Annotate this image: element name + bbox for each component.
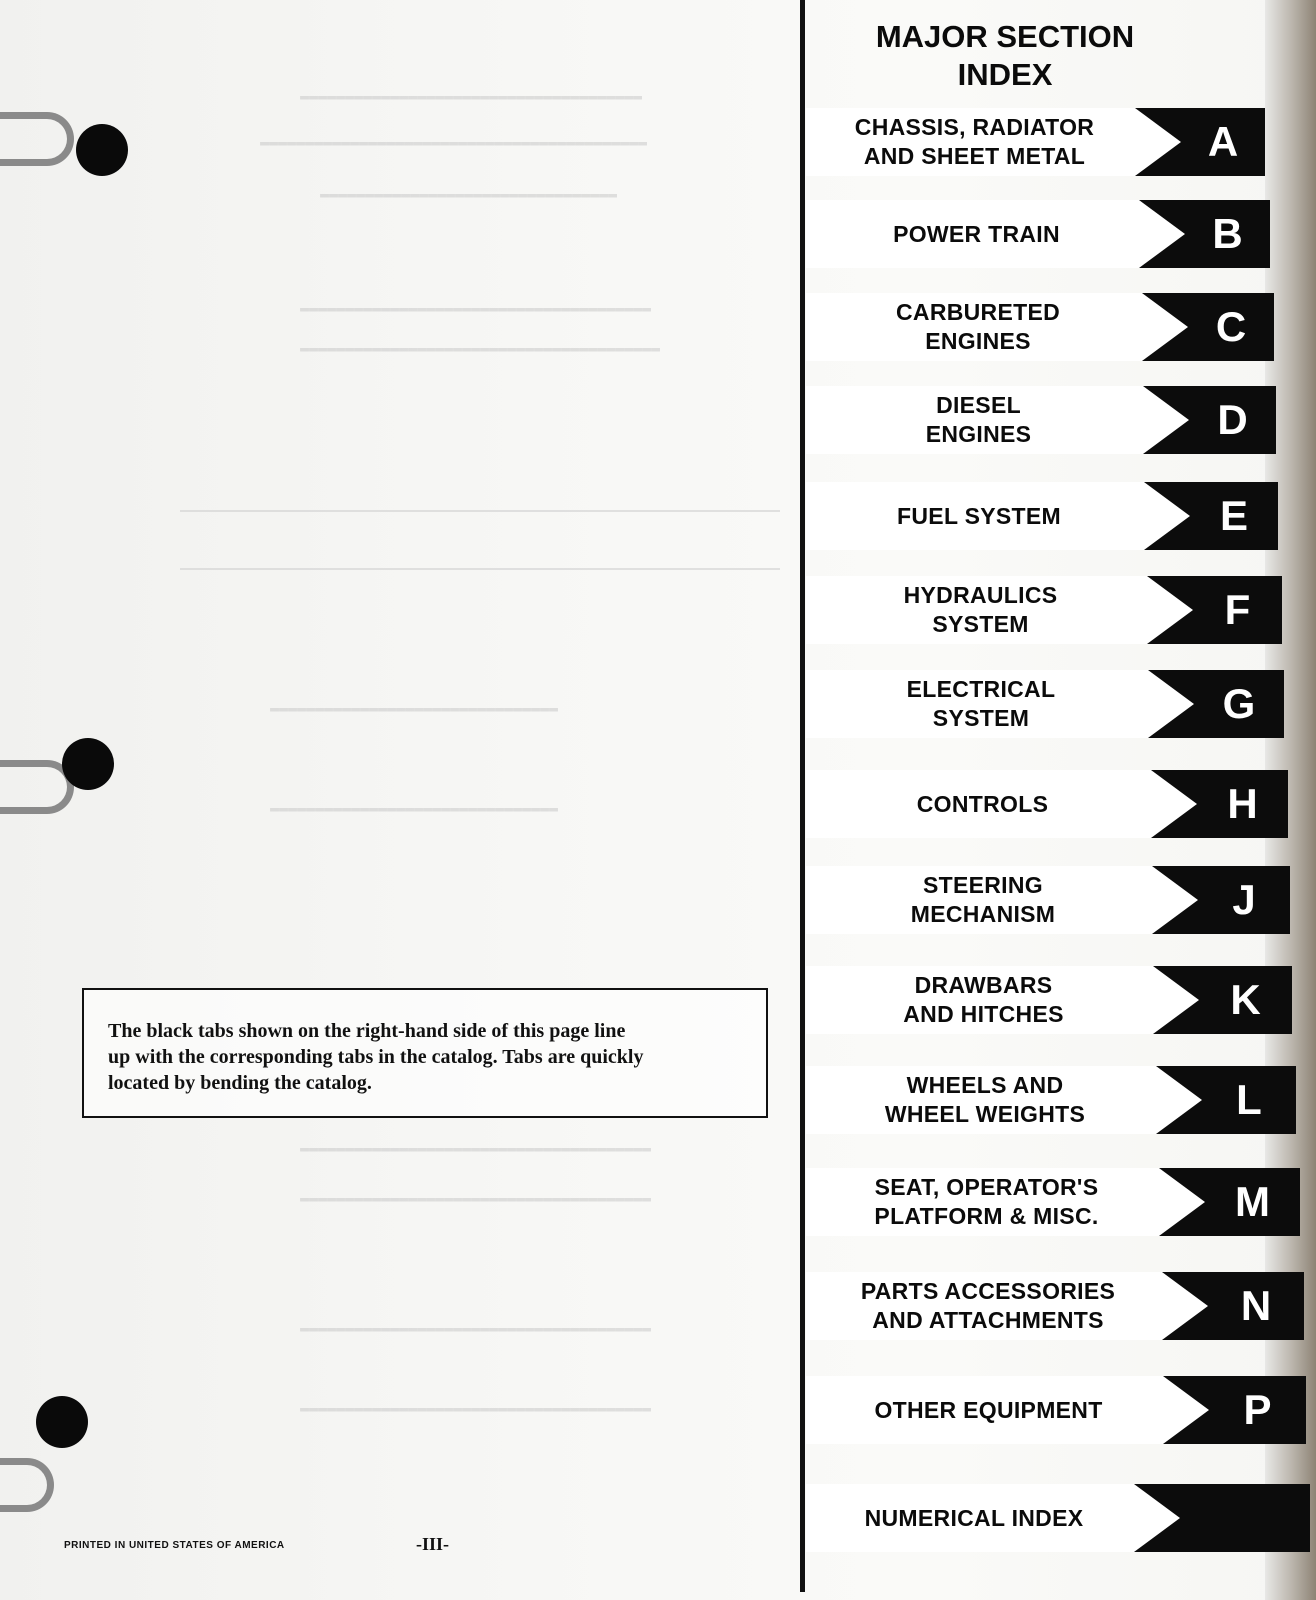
section-tab-e[interactable]	[806, 482, 1278, 550]
tab-label-line-2: PLATFORM & MISC.	[874, 1203, 1099, 1229]
tab-label	[814, 866, 1152, 934]
bleed-through-rule	[180, 510, 780, 513]
tab-label-line-2: AND SHEET METAL	[863, 143, 1086, 169]
binder-hole	[62, 738, 114, 790]
index-title-line-2: INDEX	[957, 57, 1053, 92]
index-title-line-1: MAJOR SECTION	[875, 19, 1135, 54]
tab-letter: A	[1207, 118, 1239, 165]
tab-label-line-2: SYSTEM	[932, 611, 1029, 637]
binder-ring	[0, 1458, 54, 1512]
tab-letter: K	[1230, 976, 1261, 1023]
tab-label	[814, 108, 1135, 176]
tab-label-line-2: ENGINES	[925, 328, 1031, 354]
tab-label	[814, 1484, 1134, 1552]
tab-label-line-1: CHASSIS, RADIATOR	[854, 114, 1095, 140]
section-tab-m[interactable]	[806, 1168, 1300, 1236]
tab-label-line-1: DRAWBARS	[914, 972, 1053, 998]
bleed-through-text: ▬▬▬▬▬▬▬▬▬▬▬▬▬▬▬▬▬▬▬▬▬▬▬▬▬▬▬▬▬▬▬▬▬▬▬▬▬▬▬	[300, 300, 652, 317]
tab-letter: B	[1212, 210, 1243, 257]
tab-label-line-1: OTHER EQUIPMENT	[874, 1396, 1103, 1423]
tab-label-line-1: ELECTRICAL	[906, 676, 1056, 702]
tab-label	[814, 770, 1151, 838]
tab-letter: J	[1232, 876, 1256, 923]
note-line-1: The black tabs shown on the right-hand side of this page line	[108, 1020, 626, 1042]
tab-letter: E	[1219, 492, 1248, 539]
section-tab-k[interactable]	[806, 966, 1292, 1034]
tab-label-line-1: SEAT, OPERATOR'S	[874, 1174, 1099, 1200]
tab-label	[814, 482, 1144, 550]
bleed-through-text: ▬▬▬▬▬▬▬▬▬▬▬▬▬▬▬▬▬▬▬▬▬▬▬▬▬▬▬▬▬▬▬▬▬▬▬▬▬▬▬	[300, 1400, 652, 1417]
tab-label	[814, 670, 1148, 738]
bleed-through-text: ▬▬▬▬▬▬▬▬▬▬▬▬▬▬▬▬▬▬▬▬▬▬▬▬▬▬▬▬▬▬▬▬	[270, 700, 559, 717]
bleed-through-rule	[180, 568, 780, 571]
tab-label-line-1: POWER TRAIN	[893, 220, 1060, 247]
section-tab-n[interactable]	[806, 1272, 1304, 1340]
tab-label-line-1: NUMERICAL INDEX	[864, 1504, 1084, 1531]
tab-letter: M	[1235, 1178, 1270, 1225]
section-tab-l[interactable]	[806, 1066, 1296, 1134]
tab-label-line-1: FUEL SYSTEM	[897, 502, 1061, 529]
tab-label-line-1: CARBURETED	[896, 299, 1060, 325]
tab-label-line-2: MECHANISM	[910, 901, 1056, 927]
tab-letter: P	[1243, 1386, 1272, 1433]
tab-label-line-1: PARTS ACCESSORIES	[860, 1278, 1116, 1304]
tab-letter: D	[1217, 396, 1248, 443]
section-tab-c[interactable]	[806, 293, 1274, 361]
binder-hole	[36, 1396, 88, 1448]
section-tab-p[interactable]	[806, 1376, 1306, 1444]
tab-letter: L	[1236, 1076, 1262, 1123]
section-tab-d[interactable]	[806, 386, 1276, 454]
tab-label	[814, 293, 1142, 361]
printed-in-usa: PRINTED IN UNITED STATES OF AMERICA	[64, 1540, 285, 1551]
section-tab-numerical-index[interactable]	[806, 1484, 1310, 1552]
tab-label	[814, 966, 1153, 1034]
tab-label-line-1: CONTROLS	[916, 790, 1049, 817]
tab-label-line-2: ENGINES	[925, 421, 1032, 447]
index-title	[860, 18, 1150, 94]
tab-label	[814, 386, 1143, 454]
tab-label-line-2: AND ATTACHMENTS	[872, 1307, 1104, 1333]
tab-letter: H	[1227, 780, 1258, 827]
section-tab-f[interactable]	[806, 576, 1282, 644]
note-line-2: up with the corresponding tabs in the catalog. Tabs are quickly	[108, 1046, 644, 1068]
tab-label	[814, 200, 1139, 268]
bleed-through-text: ▬▬▬▬▬▬▬▬▬▬▬▬▬▬▬▬▬▬▬▬▬▬▬▬▬▬▬▬▬▬▬▬▬▬▬▬▬▬▬	[300, 1190, 652, 1207]
tab-label-line-1: HYDRAULICS	[903, 582, 1058, 608]
index-divider-line	[800, 0, 805, 1592]
tab-label	[814, 1066, 1156, 1134]
page-number: -III-	[416, 1534, 450, 1554]
tab-label	[814, 576, 1147, 644]
binder-hole	[76, 124, 128, 176]
tab-label	[814, 1168, 1159, 1236]
tab-letter: F	[1224, 586, 1251, 633]
bleed-through-text: ▬▬▬▬▬▬▬▬▬▬▬▬▬▬▬▬▬▬▬▬▬▬▬▬▬▬▬▬▬▬▬▬▬▬▬▬▬▬▬▬	[300, 340, 661, 357]
bleed-through-text: ▬▬▬▬▬▬▬▬▬▬▬▬▬▬▬▬▬▬▬▬▬▬▬▬▬▬▬▬▬▬▬▬▬▬▬▬▬▬▬▬▬▬▬	[260, 134, 648, 151]
tab-label-line-2: AND HITCHES	[903, 1001, 1064, 1027]
tab-letter: G	[1222, 680, 1256, 727]
binder-ring	[0, 112, 74, 166]
tab-label	[814, 1376, 1163, 1444]
tabs-note-box	[82, 988, 768, 1118]
section-tab-j[interactable]	[806, 866, 1290, 934]
tab-label-line-1: DIESEL	[936, 392, 1021, 418]
bleed-through-text: ▬▬▬▬▬▬▬▬▬▬▬▬▬▬▬▬▬▬▬▬▬▬▬▬▬▬▬▬▬▬▬▬▬	[320, 186, 618, 203]
section-tab-a[interactable]	[806, 108, 1265, 176]
tab-label-line-1: WHEELS AND	[906, 1072, 1064, 1098]
tab-label-line-1: STEERING	[923, 872, 1043, 898]
section-tab-h[interactable]	[806, 770, 1288, 838]
note-line-3: located by bending the catalog.	[108, 1072, 372, 1094]
tab-letter: C	[1215, 303, 1247, 350]
tab-label-line-2: SYSTEM	[932, 705, 1030, 731]
bleed-through-text: ▬▬▬▬▬▬▬▬▬▬▬▬▬▬▬▬▬▬▬▬▬▬▬▬▬▬▬▬▬▬▬▬	[270, 800, 559, 817]
tab-letter: N	[1240, 1282, 1272, 1329]
bleed-through-text: ▬▬▬▬▬▬▬▬▬▬▬▬▬▬▬▬▬▬▬▬▬▬▬▬▬▬▬▬▬▬▬▬▬▬▬▬▬▬▬	[300, 1320, 652, 1337]
bleed-through-text: ▬▬▬▬▬▬▬▬▬▬▬▬▬▬▬▬▬▬▬▬▬▬▬▬▬▬▬▬▬▬▬▬▬▬▬▬▬▬	[300, 88, 643, 105]
section-tab-b[interactable]	[806, 200, 1270, 268]
tab-label	[814, 1272, 1162, 1340]
section-tab-g[interactable]	[806, 670, 1284, 738]
bleed-through-text: ▬▬▬▬▬▬▬▬▬▬▬▬▬▬▬▬▬▬▬▬▬▬▬▬▬▬▬▬▬▬▬▬▬▬▬▬▬▬▬	[300, 1140, 652, 1157]
tab-label-line-2: WHEEL WEIGHTS	[884, 1101, 1086, 1127]
